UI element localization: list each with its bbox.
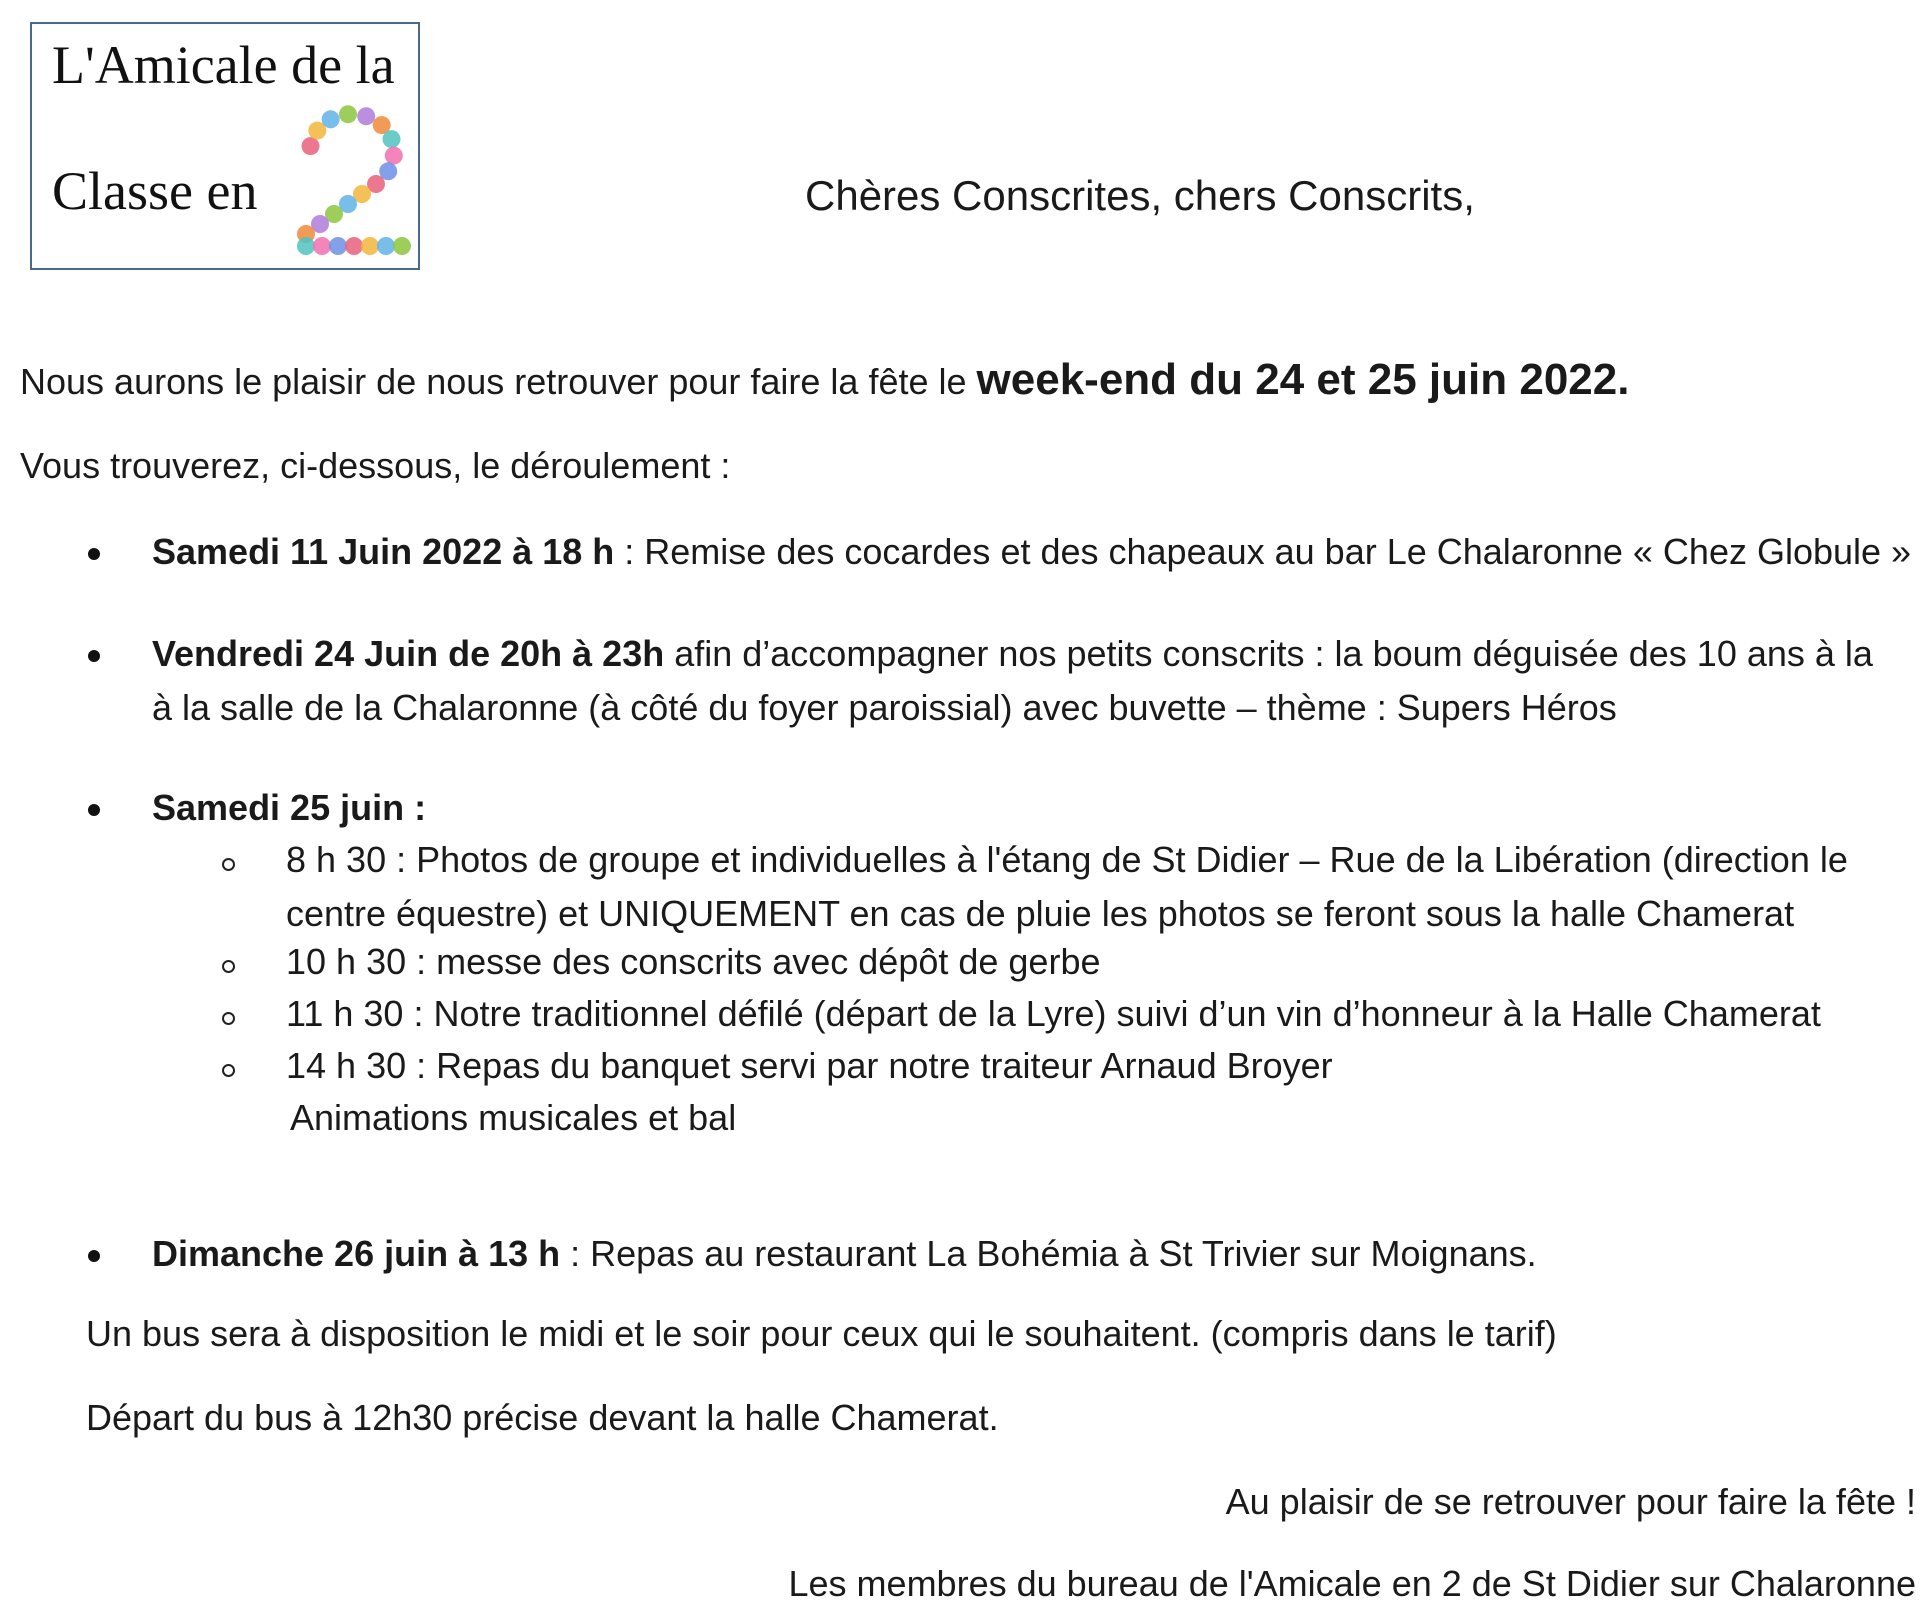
balloon-icon bbox=[377, 237, 395, 255]
balloon-icon bbox=[393, 237, 411, 255]
balloon-icon bbox=[322, 110, 340, 128]
program-item-2 bbox=[152, 632, 1873, 676]
greeting: Chères Conscrites, chers Conscrits, bbox=[805, 172, 1475, 219]
balloon-icon bbox=[357, 107, 375, 125]
item-1-text: : Remise des cocardes et des chapeaux au bar Le Chalaronne « Chez Globule » bbox=[614, 531, 1912, 572]
item-2-line2: à la salle de la Chalaronne (à côté du foyer paroissial) avec buvette – thème : Supers Héros bbox=[152, 687, 1617, 728]
balloon-icon bbox=[339, 105, 357, 123]
sub-item-1-line2: centre équestre) et UNIQUEMENT en cas de pluie les photos se feront sous la halle Chamerat bbox=[286, 893, 1795, 934]
sub-item-4: 14 h 30 : Repas du banquet servi par notre traiteur Arnaud Broyer bbox=[286, 1045, 1333, 1086]
sub-item-4-line2: Animations musicales et bal bbox=[290, 1097, 737, 1138]
closing-line: Au plaisir de se retrouver pour faire la fête ! bbox=[1225, 1481, 1916, 1522]
balloon-icon bbox=[329, 237, 347, 255]
balloon-two-logo-graphic bbox=[282, 104, 422, 264]
item-3-date: Samedi 25 juin : bbox=[152, 787, 427, 828]
item-2-date: Vendredi 24 Juin de 20h à 23h bbox=[152, 633, 665, 674]
intro-paragraph bbox=[20, 355, 1630, 404]
bullet-icon bbox=[88, 548, 100, 560]
balloon-icon bbox=[345, 237, 363, 255]
logo-title-line2: Classe en bbox=[52, 161, 258, 221]
balloon-icon bbox=[361, 237, 379, 255]
balloon-icon bbox=[313, 237, 331, 255]
sub-item-2: 10 h 30 : messe des conscrits avec dépôt de gerbe bbox=[286, 941, 1101, 982]
balloon-icon bbox=[383, 130, 401, 148]
bullet-icon bbox=[88, 1250, 100, 1262]
balloon-icon bbox=[302, 137, 320, 155]
sub-item-1: 8 h 30 : Photos de groupe et individuelles à l'étang de St Didier – Rue de la Libération (direction le bbox=[286, 839, 1848, 880]
bullet-icon bbox=[88, 650, 100, 662]
logo-title-line1: L'Amicale de la bbox=[52, 35, 395, 95]
circle-bullet-icon bbox=[222, 858, 235, 871]
intro-text: Nous aurons le plaisir de nous retrouver pour faire la fête le bbox=[20, 361, 967, 402]
amicale-logo bbox=[30, 22, 420, 270]
circle-bullet-icon bbox=[222, 960, 235, 973]
program-item-4 bbox=[152, 1232, 1537, 1276]
item-2-text: afin d’accompagner nos petits conscrits : la boum déguisée des 10 ans à la bbox=[664, 633, 1873, 674]
bus-departure: Départ du bus à 12h30 précise devant la halle Chamerat. bbox=[86, 1397, 999, 1438]
signature: Les membres du bureau de l'Amicale en 2 de St Didier sur Chalaronne bbox=[788, 1563, 1916, 1604]
program-item-1 bbox=[152, 530, 1911, 574]
circle-bullet-icon bbox=[222, 1012, 235, 1025]
balloon-icon bbox=[297, 237, 315, 255]
item-1-date: Samedi 11 Juin 2022 à 18 h bbox=[152, 531, 615, 572]
bullet-icon bbox=[88, 804, 100, 816]
event-dates: week-end du 24 et 25 juin 2022. bbox=[976, 355, 1630, 404]
circle-bullet-icon bbox=[222, 1064, 235, 1077]
bus-info: Un bus sera à disposition le midi et le soir pour ceux qui le souhaitent. (compris dans le tarif) bbox=[86, 1313, 1557, 1354]
item-4-date: Dimanche 26 juin à 13 h bbox=[152, 1233, 561, 1274]
sub-item-3: 11 h 30 : Notre traditionnel défilé (départ de la Lyre) suivi d’un vin d’honneur à la Halle Chamerat bbox=[286, 993, 1821, 1034]
program-intro: Vous trouverez, ci-dessous, le déroulement : bbox=[20, 445, 731, 486]
balloon-icon bbox=[385, 147, 403, 165]
item-4-text: : Repas au restaurant La Bohémia à St Trivier sur Moignans. bbox=[560, 1233, 1537, 1274]
